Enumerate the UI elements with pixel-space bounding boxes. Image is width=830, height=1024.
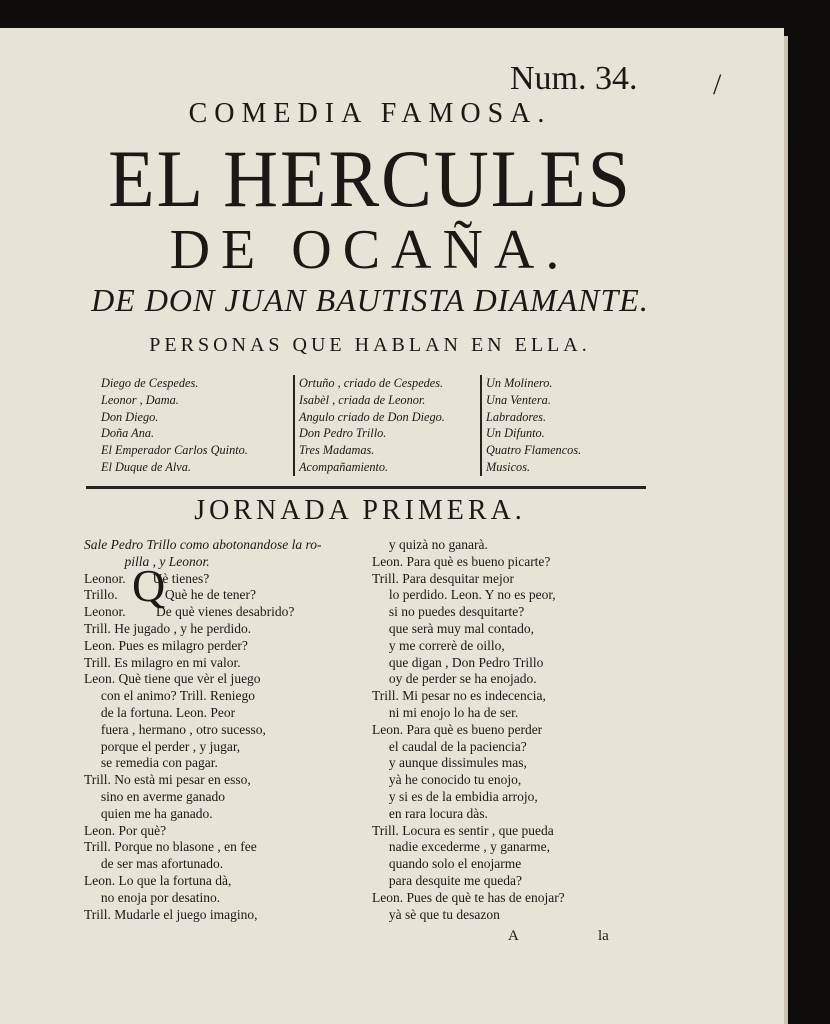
genre-heading: COMEDIA FAMOSA. — [188, 98, 552, 129]
cast-entry: Un Difunto. — [486, 426, 545, 441]
text-line: yà he conocido tu enojo, — [372, 772, 522, 788]
text-line: Trill. Es milagro en mi valor. — [84, 654, 241, 670]
cast-entry: Leonor , Dama. — [101, 392, 179, 407]
text-line: y si es de la embidia arrojo, — [372, 788, 538, 804]
text-line: Leon. Què tiene que vèr el juego — [84, 671, 261, 687]
cast-entry: Doña Ana. — [101, 426, 155, 441]
text-line: Trill. Mi pesar no es indecencia, — [372, 688, 546, 704]
drop-cap: Q — [132, 560, 166, 611]
text-line: Trill. Para desquitar mejor — [372, 570, 514, 586]
cast-entry: Labradores. — [486, 409, 547, 424]
text-line: ni mi enojo lo ha de ser. — [372, 704, 519, 720]
text-line: Leon. Para què es bueno perder — [372, 721, 543, 737]
text-line: quando solo el enojarme — [372, 856, 522, 872]
text-column-right — [372, 537, 565, 923]
stage-direction: pilla , y Leonor. — [84, 553, 210, 569]
text-line: Leonor. De què vienes desabrido? — [84, 604, 295, 620]
text-line: si no puedes desquitarte? — [372, 604, 525, 620]
cast-entry: Musicos. — [486, 459, 531, 474]
title-line-1: EL HERCULES — [108, 133, 632, 225]
page-number: Num. 34. — [510, 60, 638, 97]
text-line: Trill. Porque no blasone , en fee — [84, 839, 257, 855]
cast-entry: Isabèl , criada de Leonor. — [299, 392, 426, 407]
margin-mark: / — [713, 68, 722, 101]
text-line: Trill. He jugado , y he perdido. — [84, 620, 252, 636]
text-line: y quizà no ganarà. — [372, 537, 488, 552]
text-line: Leon. Por què? — [84, 822, 167, 838]
cast-entry: Don Diego. — [101, 409, 159, 424]
text-line: Trill. Locura es sentir , que pueda — [372, 822, 554, 838]
cast-entry: Diego de Cespedes. — [101, 376, 199, 390]
text-line: Leonor. Uè tienes? — [84, 570, 210, 586]
text-line: Leon. Pues de què te has de enojar? — [372, 889, 565, 905]
text-line: de la fortuna. Leon. Peor — [84, 704, 236, 720]
text-line: el caudal de la paciencia? — [372, 738, 527, 754]
text-line: Trill. Mudarle el juego imagino, — [84, 906, 258, 922]
cast-column-1 — [101, 375, 248, 476]
text-line: fuera , hermano , otro sucesso, — [84, 721, 266, 737]
text-line: Trill. No està mi pesar en esso, — [84, 772, 251, 788]
text-line: Trillo. Què he de tener? — [84, 587, 256, 603]
cast-entry: Don Pedro Trillo. — [299, 426, 387, 441]
text-line: oy de perder se ha enojado. — [372, 671, 537, 687]
signature-mark: A — [508, 928, 519, 944]
text-line: nadie excederme , y ganarme, — [372, 839, 551, 855]
stage-direction: Sale Pedro Trillo como abotonandose la ro- — [84, 537, 322, 552]
cast-entry: Un Molinero. — [486, 376, 553, 390]
text-line: en rara locura dàs. — [372, 805, 488, 821]
cast-column-3 — [480, 375, 581, 476]
section-rule — [86, 486, 646, 489]
text-line: con el animo? Trill. Reniego — [84, 688, 255, 704]
text-column-left — [84, 537, 322, 923]
text-line: se remedia con pagar. — [84, 755, 218, 771]
cast-entry: Angulo criado de Don Diego. — [299, 409, 445, 424]
cast-entry: Ortuño , criado de Cespedes. — [299, 376, 444, 390]
author-line: DE DON JUAN BAUTISTA DIAMANTE. — [91, 282, 649, 318]
cast-entry: Acompañamiento. — [299, 459, 389, 474]
text-line: y aunque dissimules mas, — [372, 755, 527, 771]
text-line: quien me ha ganado. — [84, 805, 213, 821]
text-line: Leon. Lo que la fortuna dà, — [84, 872, 232, 888]
text-line: Leon. Para què es bueno picarte? — [372, 553, 551, 569]
text-line: que serà muy mal contado, — [372, 620, 534, 636]
text-line: Leon. Pues es milagro perder? — [84, 637, 248, 653]
personas-heading: PERSONAS QUE HABLAN EN ELLA. — [149, 334, 591, 356]
text-line: para desquite me queda? — [372, 872, 522, 888]
act-heading: JORNADA PRIMERA. — [194, 495, 526, 526]
text-line: y me correrè de oillo, — [372, 637, 505, 653]
text-line: que digan , Don Pedro Trillo — [372, 654, 544, 670]
cast-entry: El Emperador Carlos Quinto. — [101, 443, 248, 458]
text-line: yà sè que tu desazon — [372, 906, 500, 922]
text-line: no enoja por desatino. — [84, 889, 221, 905]
cast-entry: El Duque de Alva. — [101, 459, 191, 474]
cast-column-2 — [293, 375, 445, 476]
text-line: de ser mas afortunado. — [84, 856, 224, 872]
cast-entry: Quatro Flamencos. — [486, 443, 582, 458]
title-line-2: DE OCAÑA. — [169, 219, 571, 281]
text-line: porque el perder , y jugar, — [84, 738, 241, 754]
catchword: la — [598, 928, 609, 944]
cast-entry: Una Ventera. — [486, 392, 551, 407]
text-line: sino en averme ganado — [84, 788, 225, 804]
text-line: lo perdido. Leon. Y no es peor, — [372, 587, 556, 603]
cast-entry: Tres Madamas. — [299, 443, 375, 458]
